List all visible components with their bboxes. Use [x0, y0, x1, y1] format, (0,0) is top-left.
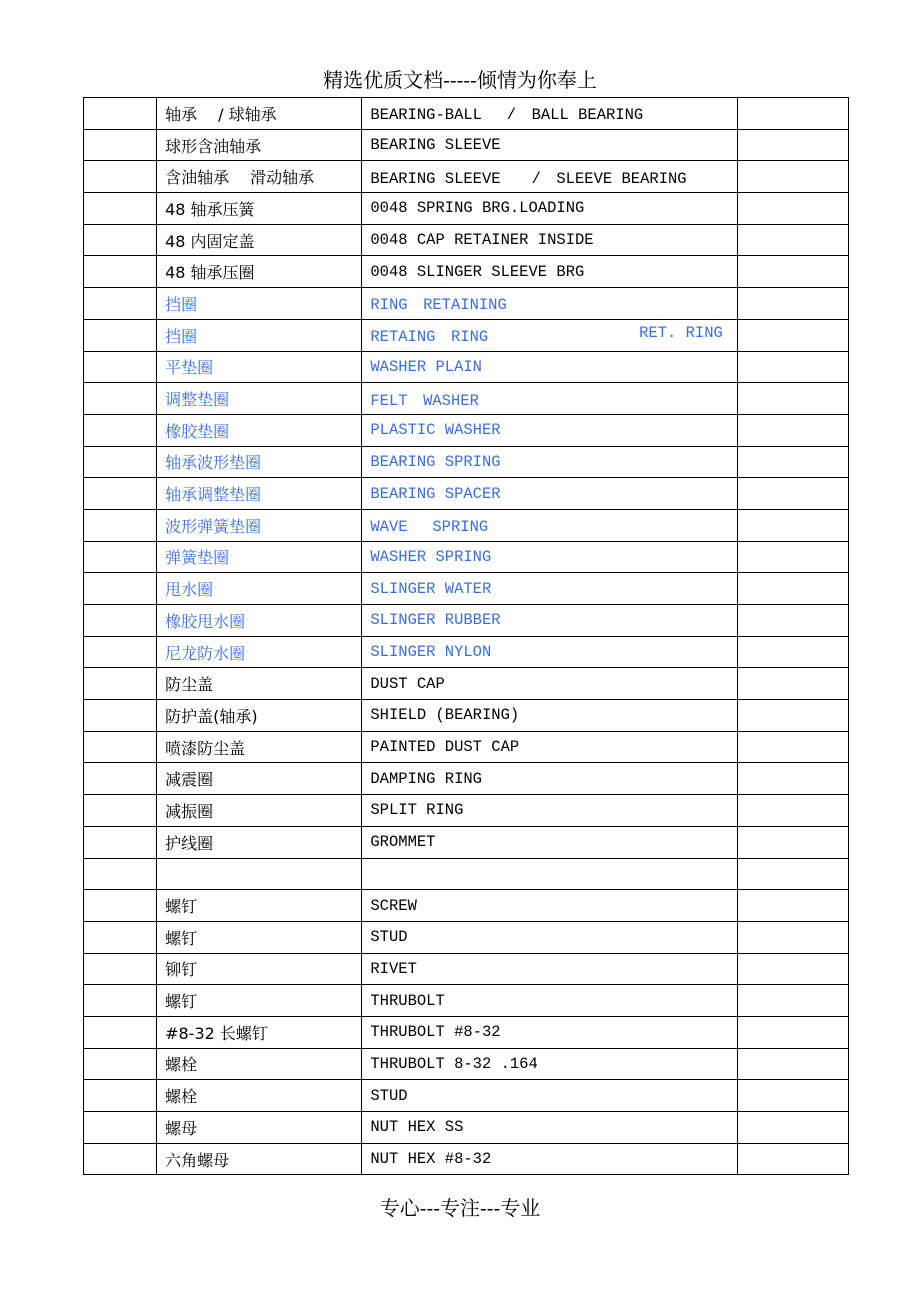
row-index-cell — [84, 605, 157, 637]
notes-cell — [737, 605, 848, 637]
table-row — [84, 193, 849, 225]
notes-cell — [737, 636, 848, 668]
table-row — [84, 541, 849, 573]
table-row — [84, 605, 849, 637]
row-index-cell — [84, 193, 157, 225]
english-term-cell: DAMPING RING — [362, 763, 737, 795]
notes-cell — [737, 1143, 848, 1175]
row-index-cell — [84, 795, 157, 827]
chinese-term-cell: 轴承波形垫圈 — [157, 446, 362, 478]
chinese-term-cell: 减振圈 — [157, 795, 362, 827]
chinese-term-cell: 含油轴承 滑动轴承 — [157, 161, 362, 193]
table-row — [84, 478, 849, 510]
notes-cell — [737, 1016, 848, 1048]
english-term-cell: PAINTED DUST CAP — [362, 731, 737, 763]
english-term-cell: BEARING SPRING — [362, 446, 737, 478]
row-index-cell — [84, 858, 157, 890]
english-term-cell: RING RETAINING — [362, 288, 737, 320]
chinese-term-cell: 六角螺母 — [157, 1143, 362, 1175]
row-index-cell — [84, 1048, 157, 1080]
notes-cell — [737, 256, 848, 288]
chinese-term-cell: 橡胶垫圈 — [157, 414, 362, 446]
row-index-cell — [84, 288, 157, 320]
row-index-cell — [84, 1016, 157, 1048]
notes-cell — [737, 763, 848, 795]
english-term-cell: PLASTIC WASHER — [362, 414, 737, 446]
english-term-cell: DUST CAP — [362, 668, 737, 700]
english-term-cell: BEARING SLEEVE — [362, 129, 737, 161]
english-term-cell: 0048 CAP RETAINER INSIDE — [362, 224, 737, 256]
english-term-alt: RET. RING — [639, 324, 723, 343]
row-index-cell — [84, 414, 157, 446]
notes-cell — [737, 573, 848, 605]
chinese-term-cell: 螺栓 — [157, 1048, 362, 1080]
chinese-term-cell: #8-32 长螺钉 — [157, 1016, 362, 1048]
table-row — [84, 1143, 849, 1175]
table-row — [84, 383, 849, 415]
notes-cell — [737, 478, 848, 510]
notes-cell — [737, 1112, 848, 1144]
notes-cell — [737, 288, 848, 320]
english-term-cell: WASHER SPRING — [362, 541, 737, 573]
page-header: 精选优质文档-----倾情为你奉上 — [323, 68, 597, 92]
table-row — [84, 288, 849, 320]
english-term-cell: SHIELD (BEARING) — [362, 700, 737, 732]
row-index-cell — [84, 129, 157, 161]
row-index-cell — [84, 763, 157, 795]
english-term-cell: RIVET — [362, 953, 737, 985]
row-index-cell — [84, 636, 157, 668]
english-term-cell: FELT WASHER — [362, 383, 737, 415]
table-row — [84, 890, 849, 922]
row-index-cell — [84, 890, 157, 922]
notes-cell — [737, 509, 848, 541]
table-row — [84, 636, 849, 668]
notes-cell — [737, 193, 848, 225]
table-row — [84, 795, 849, 827]
row-index-cell — [84, 826, 157, 858]
chinese-term-cell: 平垫圈 — [157, 351, 362, 383]
notes-cell — [737, 858, 848, 890]
chinese-term-cell: 48 内固定盖 — [157, 224, 362, 256]
row-index-cell — [84, 668, 157, 700]
english-term-cell: 0048 SPRING BRG.LOADING — [362, 193, 737, 225]
notes-cell — [737, 921, 848, 953]
table-row — [84, 763, 849, 795]
chinese-term-cell: 球形含油轴承 — [157, 129, 362, 161]
english-term-cell: SPLIT RING — [362, 795, 737, 827]
chinese-term-cell: 尼龙防水圈 — [157, 636, 362, 668]
table-row — [84, 351, 849, 383]
english-term-cell: THRUBOLT — [362, 985, 737, 1017]
english-term-cell: SLINGER NYLON — [362, 636, 737, 668]
chinese-term-cell: 喷漆防尘盖 — [157, 731, 362, 763]
english-term-cell: STUD — [362, 1080, 737, 1112]
english-term: RETAING RING — [370, 328, 489, 347]
row-index-cell — [84, 953, 157, 985]
english-term-cell — [362, 858, 737, 890]
english-term-cell: NUT HEX #8-32 — [362, 1143, 737, 1175]
chinese-term-cell: 调整垫圈 — [157, 383, 362, 415]
english-term-cell: SCREW — [362, 890, 737, 922]
table-row — [84, 826, 849, 858]
row-index-cell — [84, 383, 157, 415]
notes-cell — [737, 351, 848, 383]
chinese-term-cell: 螺钉 — [157, 921, 362, 953]
english-term-cell: GROMMET — [362, 826, 737, 858]
chinese-term-cell: 波形弹簧垫圈 — [157, 509, 362, 541]
page-footer: 专心---专注---专业 — [379, 1196, 541, 1220]
english-term-cell: SLINGER RUBBER — [362, 605, 737, 637]
row-index-cell — [84, 319, 157, 351]
row-index-cell — [84, 731, 157, 763]
english-term-cell: WAVE SPRING — [362, 509, 737, 541]
chinese-term-cell — [157, 858, 362, 890]
chinese-term-cell: 48 轴承压圈 — [157, 256, 362, 288]
english-term-cell: NUT HEX SS — [362, 1112, 737, 1144]
notes-cell — [737, 953, 848, 985]
table-row — [84, 921, 849, 953]
table-row — [84, 1112, 849, 1144]
table-row — [84, 1048, 849, 1080]
row-index-cell — [84, 1080, 157, 1112]
chinese-term-cell: 橡胶甩水圈 — [157, 605, 362, 637]
notes-cell — [737, 319, 848, 351]
table-row — [84, 668, 849, 700]
row-index-cell — [84, 541, 157, 573]
table-row — [84, 98, 849, 130]
table-row — [84, 509, 849, 541]
english-term-cell: THRUBOLT 8-32 .164 — [362, 1048, 737, 1080]
row-index-cell — [84, 921, 157, 953]
notes-cell — [737, 383, 848, 415]
row-index-cell — [84, 161, 157, 193]
notes-cell — [737, 446, 848, 478]
english-term-cell: WASHER PLAIN — [362, 351, 737, 383]
row-index-cell — [84, 351, 157, 383]
row-index-cell — [84, 509, 157, 541]
table-row — [84, 858, 849, 890]
row-index-cell — [84, 700, 157, 732]
row-index-cell — [84, 1143, 157, 1175]
table-row — [84, 161, 849, 193]
english-term-cell: 0048 SLINGER SLEEVE BRG — [362, 256, 737, 288]
english-term-wrap — [370, 324, 736, 346]
table-row — [84, 224, 849, 256]
notes-cell — [737, 224, 848, 256]
row-index-cell — [84, 256, 157, 288]
table-row — [84, 573, 849, 605]
english-term-cell: BEARING-BALL / BALL BEARING — [362, 98, 737, 130]
row-index-cell — [84, 478, 157, 510]
row-index-cell — [84, 446, 157, 478]
terms-table — [83, 97, 849, 1175]
english-term-cell — [362, 319, 737, 351]
chinese-term-cell: 防护盖(轴承) — [157, 700, 362, 732]
chinese-term-cell: 轴承 / 球轴承 — [157, 98, 362, 130]
chinese-term-cell: 螺钉 — [157, 985, 362, 1017]
table-row — [84, 256, 849, 288]
notes-cell — [737, 161, 848, 193]
table-row — [84, 446, 849, 478]
chinese-term-cell: 挡圈 — [157, 319, 362, 351]
notes-cell — [737, 731, 848, 763]
notes-cell — [737, 1080, 848, 1112]
chinese-term-cell: 螺栓 — [157, 1080, 362, 1112]
table-row — [84, 731, 849, 763]
table-row — [84, 985, 849, 1017]
table-row — [84, 1080, 849, 1112]
chinese-term-cell: 螺母 — [157, 1112, 362, 1144]
chinese-term-cell: 弹簧垫圈 — [157, 541, 362, 573]
table-row — [84, 1016, 849, 1048]
notes-cell — [737, 414, 848, 446]
notes-cell — [737, 541, 848, 573]
notes-cell — [737, 129, 848, 161]
row-index-cell — [84, 573, 157, 605]
row-index-cell — [84, 224, 157, 256]
notes-cell — [737, 98, 848, 130]
chinese-term-cell: 轴承调整垫圈 — [157, 478, 362, 510]
chinese-term-cell: 减震圈 — [157, 763, 362, 795]
table-row — [84, 319, 849, 351]
notes-cell — [737, 700, 848, 732]
chinese-term-cell: 防尘盖 — [157, 668, 362, 700]
table-row — [84, 700, 849, 732]
english-term-cell: STUD — [362, 921, 737, 953]
chinese-term-cell: 甩水圈 — [157, 573, 362, 605]
chinese-term-cell: 铆钉 — [157, 953, 362, 985]
chinese-term-cell: 螺钉 — [157, 890, 362, 922]
table-row — [84, 414, 849, 446]
notes-cell — [737, 890, 848, 922]
table-row — [84, 129, 849, 161]
row-index-cell — [84, 985, 157, 1017]
english-term-cell: BEARING SPACER — [362, 478, 737, 510]
terms-table-body — [84, 98, 849, 1175]
chinese-term-cell: 48 轴承压簧 — [157, 193, 362, 225]
notes-cell — [737, 668, 848, 700]
english-term-cell: THRUBOLT #8-32 — [362, 1016, 737, 1048]
notes-cell — [737, 826, 848, 858]
table-row — [84, 953, 849, 985]
english-term-cell: BEARING SLEEVE / SLEEVE BEARING — [362, 161, 737, 193]
chinese-term-cell: 挡圈 — [157, 288, 362, 320]
notes-cell — [737, 985, 848, 1017]
chinese-term-cell: 护线圈 — [157, 826, 362, 858]
row-index-cell — [84, 98, 157, 130]
row-index-cell — [84, 1112, 157, 1144]
notes-cell — [737, 1048, 848, 1080]
english-term-cell: SLINGER WATER — [362, 573, 737, 605]
notes-cell — [737, 795, 848, 827]
